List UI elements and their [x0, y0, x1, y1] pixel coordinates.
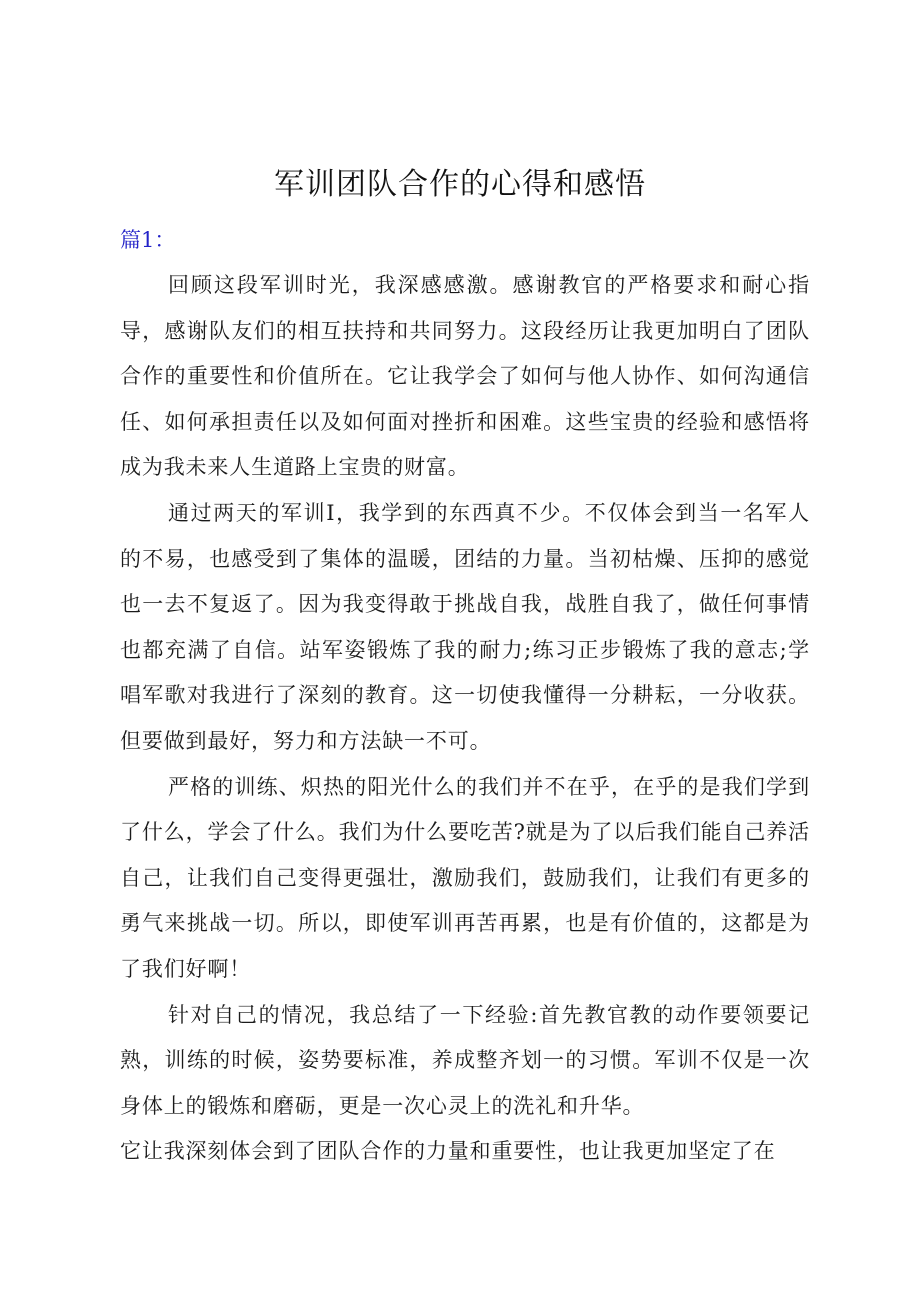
- paragraph-3: 严格的训练、炽热的阳光什么的我们并不在乎，在乎的是我们学到了什么，学会了什么。我们为什么要吃苦?就是为了以后我们能自己养活自己，让我们自己变得更强壮，激励我们，鼓励我们，让我们有更多的勇气来挑战一切。所以，即使军训再苦再累，也是有价值的，这都是为了我们好啊！: [120, 774, 810, 981]
- paragraph-1: 回顾这段军训时光，我深感感激。感谢教官的严格要求和耐心指导，感谢队友们的相互扶持和共同努力。这段经历让我更加明白了团队合作的重要性和价值所在。它让我学会了如何与他人协作、如何沟通信任、如何承担责任以及如何面对挫折和困难。这些宝贵的经验和感悟将成为我未来人生道路上宝贵的财富。: [120, 273, 810, 480]
- paragraph-4: 针对自己的情况，我总结了一下经验:首先教官教的动作要领要记熟，训练的时候，姿势要标准，养成整齐划一的习惯。军训不仅是一次身体上的锻炼和磨砺，更是一次心灵上的洗礼和升华。: [120, 1002, 810, 1118]
- document-title: 军训团队合作的心得和感悟: [274, 167, 646, 202]
- section-label: 篇1：: [120, 228, 176, 252]
- paragraph-2: 通过两天的军训I，我学到的东西真不少。不仅体会到当一名军人的不易，也感受到了集体的温暖，团结的力量。当初枯燥、压抑的感觉也一去不复返了。因为我变得敢于挑战自我，战胜自我了，做任何事情也都充满了自信。站军姿锻炼了我的耐力;练习正步锻炼了我的意志;学唱军歌对我进行了深刻的教育。这一切使我懂得一分耕耘，一分收获。但要做到最好，努力和方法缺一不可。: [120, 500, 810, 753]
- paragraph-5: 它让我深刻体会到了团队合作的力量和重要性，也让我更加坚定了在: [120, 1139, 776, 1164]
- document-body: [120, 263, 810, 1175]
